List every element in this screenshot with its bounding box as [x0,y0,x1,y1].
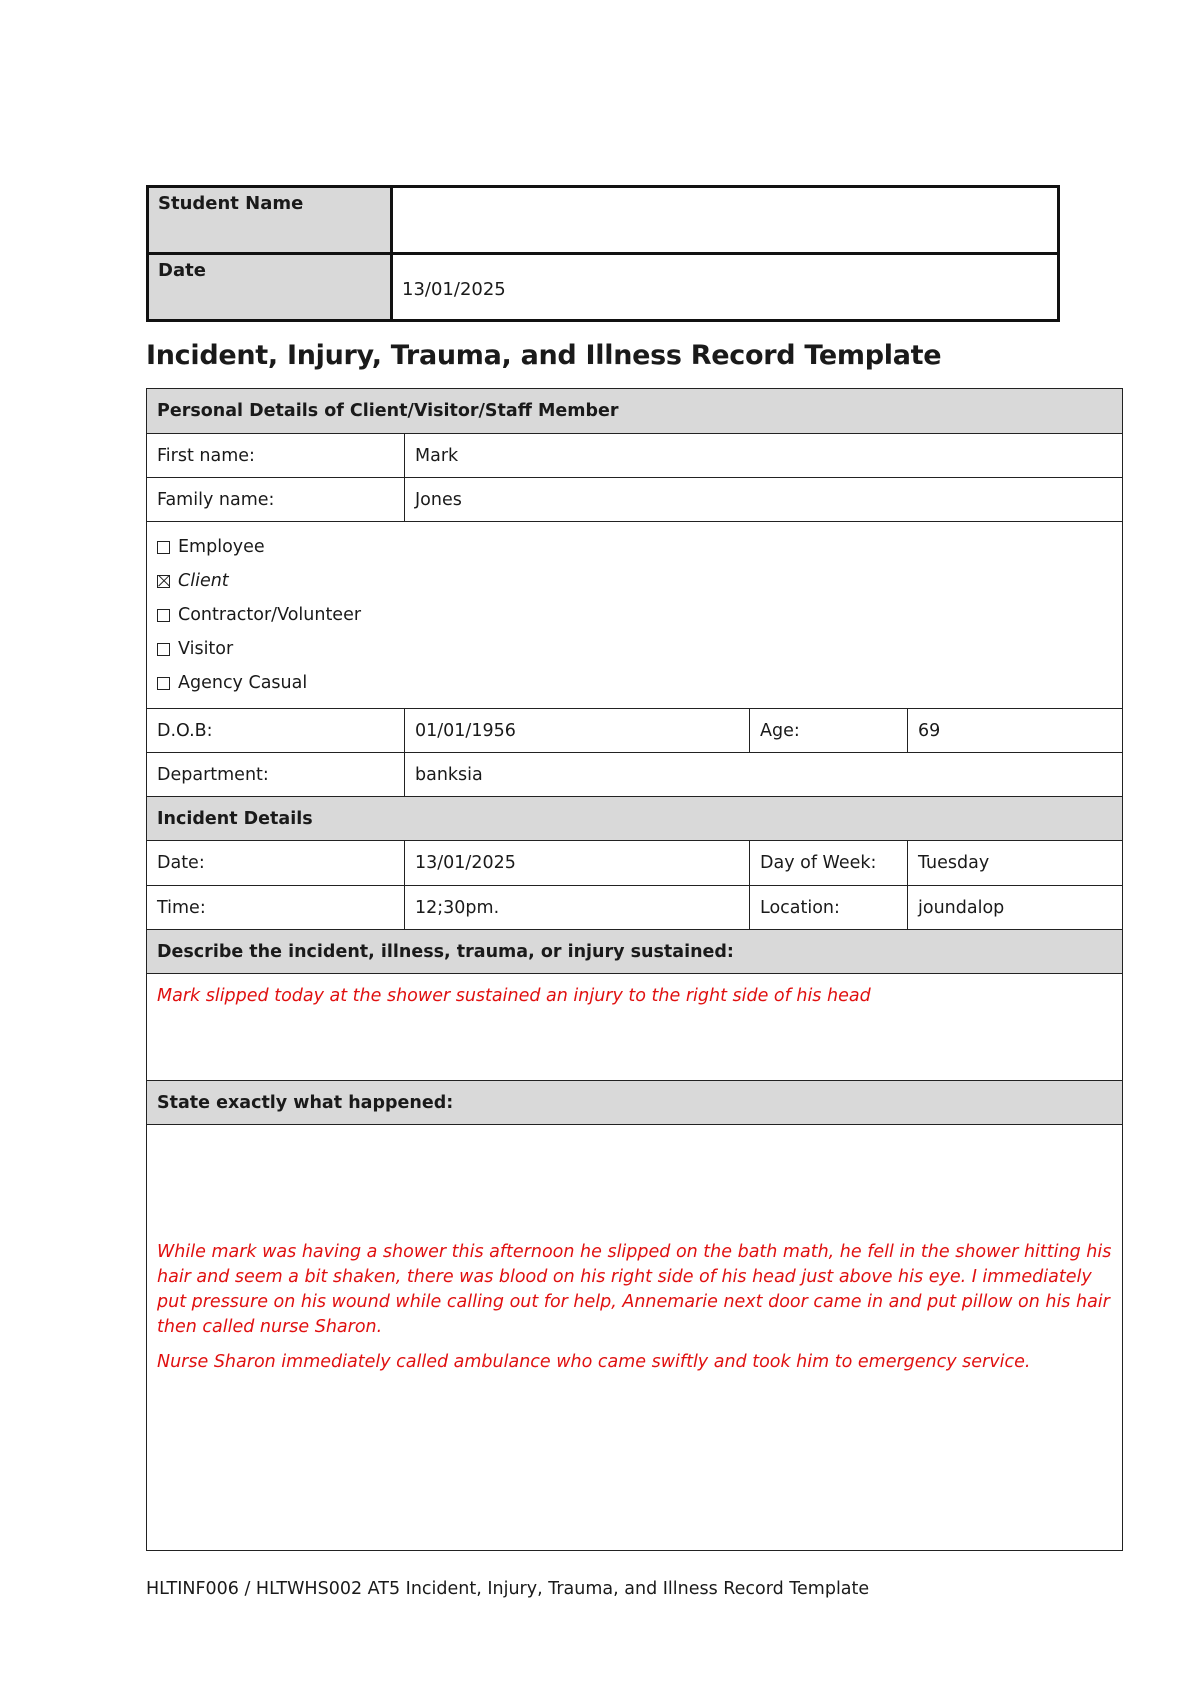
role-option-visitor[interactable] [157,632,1112,666]
personal-details-heading: Personal Details of Client/Visitor/Staff Member [147,389,1123,434]
age-label: Age: [750,709,908,753]
role-checkbox-group [147,522,1123,709]
checkbox-unchecked-icon[interactable] [157,677,170,690]
role-option-employee[interactable] [157,530,1112,564]
dob-field[interactable]: 01/01/1956 [405,709,750,753]
page-footer: HLTINF006 / HLTWHS002 AT5 Incident, Injury, Trauma, and Illness Record Template [146,1579,870,1599]
what-happened-field[interactable] [147,1125,1123,1551]
student-name-field[interactable] [392,187,1059,254]
describe-field[interactable] [147,974,1123,1081]
day-of-week-label: Day of Week: [750,841,908,886]
incident-form-table [146,388,1123,1551]
student-info-table [146,185,1060,322]
checkbox-unchecked-icon[interactable] [157,609,170,622]
checkbox-unchecked-icon[interactable] [157,643,170,656]
incident-date-field[interactable]: 13/01/2025 [405,841,750,886]
family-name-label: Family name: [147,478,405,522]
incident-time-label: Time: [147,886,405,930]
location-field[interactable]: joundalop [908,886,1123,930]
role-label: Agency Casual [178,673,308,693]
age-field[interactable]: 69 [908,709,1123,753]
incident-details-heading: Incident Details [147,797,1123,841]
student-name-label: Student Name [148,187,392,254]
role-label: Visitor [178,639,234,659]
department-label: Department: [147,753,405,797]
describe-text: Mark slipped today at the shower sustained an injury to the right side of his head [157,986,871,1006]
family-name-field[interactable]: Jones [405,478,1123,522]
dob-label: D.O.B: [147,709,405,753]
role-label: Contractor/Volunteer [178,605,362,625]
location-label: Location: [750,886,908,930]
incident-date-label: Date: [147,841,405,886]
describe-heading: Describe the incident, illness, trauma, or injury sustained: [147,930,1123,974]
student-date-field[interactable]: 13/01/2025 [392,254,1059,321]
document-title: Incident, Injury, Trauma, and Illness Record Template [146,340,942,371]
checkbox-checked-icon[interactable] [157,575,170,588]
student-date-label: Date [148,254,392,321]
role-label: Client [178,571,229,591]
first-name-label: First name: [147,434,405,478]
department-field[interactable]: banksia [405,753,1123,797]
role-label: Employee [178,537,265,557]
role-option-client[interactable] [157,564,1112,598]
role-option-contractor[interactable] [157,598,1112,632]
incident-time-field[interactable]: 12;30pm. [405,886,750,930]
first-name-field[interactable]: Mark [405,434,1123,478]
what-happened-heading: State exactly what happened: [147,1081,1123,1125]
what-happened-paragraph: While mark was having a shower this afternoon he slipped on the bath math, he fell in the shower hitting his hair and seem a bit shaken, there was blood on his right side of his head just above his eye. I immediately put pressure on his wound while calling out for help, Annemarie next door came in and put pillow on his hair then called nurse Sharon. [157,1242,1112,1337]
what-happened-paragraph: Nurse Sharon immediately called ambulance who came swiftly and took him to emergency service. [157,1352,1031,1372]
role-option-agency-casual[interactable] [157,666,1112,700]
checkbox-unchecked-icon[interactable] [157,541,170,554]
day-of-week-field[interactable]: Tuesday [908,841,1123,886]
